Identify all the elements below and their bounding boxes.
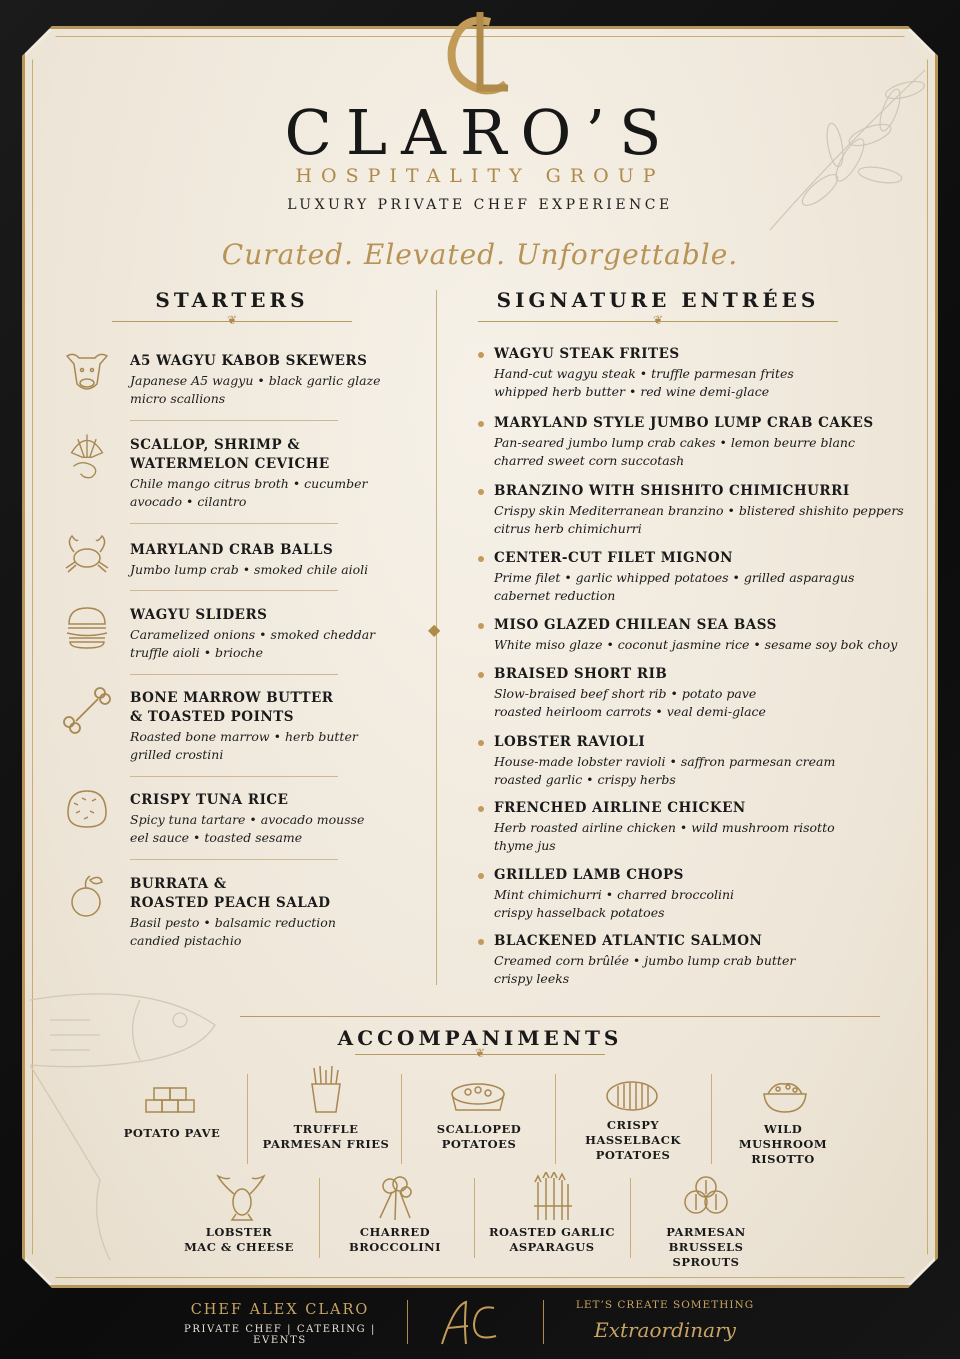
cow-icon xyxy=(62,346,112,396)
accompaniment-label-line: HASSELBACK xyxy=(585,1133,681,1147)
entree-bullet xyxy=(478,489,484,495)
entree-desc: charred sweet corn succotash xyxy=(494,453,685,468)
accompaniment-label xyxy=(486,1225,618,1255)
starter-separator xyxy=(130,859,338,860)
starters-ornament: ❦ xyxy=(226,313,238,327)
peach-icon xyxy=(62,870,112,920)
accompaniment-label xyxy=(416,1122,542,1152)
accompaniment-label-line: MAC & CHEESE xyxy=(184,1240,294,1254)
entree-item xyxy=(494,932,914,988)
accompaniment-label-line: CHARRED xyxy=(359,1225,431,1239)
starter-name: CRISPY TUNA RICE xyxy=(130,792,289,808)
chef-name: CHEF ALEX CLARO xyxy=(190,1302,370,1318)
starter-separator xyxy=(130,674,338,675)
starter-desc: avocado • cilantro xyxy=(130,494,247,509)
accompaniment-label-line: POTATOES xyxy=(441,1137,517,1151)
accompaniment-label xyxy=(332,1225,458,1255)
rice-icon xyxy=(62,783,112,833)
accompaniment-divider xyxy=(474,1178,475,1258)
entree-item xyxy=(494,482,914,538)
shell-shrimp-icon xyxy=(62,430,112,480)
entree-bullet xyxy=(478,352,484,358)
chef-services: PRIVATE CHEF | CATERING | EVENTS xyxy=(184,1324,376,1346)
entree-item xyxy=(494,799,914,855)
entree-name: BLACKENED ATLANTIC SALMON xyxy=(494,933,763,949)
accompaniment-label-line: ASPARAGUS xyxy=(509,1240,595,1254)
ac-signature-logo xyxy=(436,1296,506,1350)
lobster-icon xyxy=(212,1174,270,1222)
accompaniment-label xyxy=(640,1225,772,1270)
entree-item xyxy=(494,345,914,401)
starter-item xyxy=(130,352,390,408)
accompaniment-divider xyxy=(247,1074,248,1164)
starter-name: BONE MARROW BUTTER xyxy=(130,690,334,706)
starter-item xyxy=(130,541,390,579)
broccolini-icon xyxy=(370,1174,420,1222)
accompaniment-divider xyxy=(319,1178,320,1258)
entree-desc: Creamed corn brûlée • jumbo lump crab butter xyxy=(494,953,796,968)
entree-desc: crispy hasselback potatoes xyxy=(494,905,665,920)
starter-name: & TOASTED POINTS xyxy=(130,709,295,725)
entree-desc: Prime filet • garlic whipped potatoes • grilled asparagus xyxy=(494,570,855,585)
brand-name: CLARO’S xyxy=(284,96,676,169)
starter-desc: truffle aioli • brioche xyxy=(130,645,263,660)
accompaniment-label-line: PARMESAN FRIES xyxy=(262,1137,390,1151)
starter-separator xyxy=(130,590,338,591)
entree-item xyxy=(494,866,914,922)
starter-name: WAGYU SLIDERS xyxy=(130,607,268,623)
entree-item xyxy=(494,549,914,605)
entree-bullet xyxy=(478,421,484,427)
entree-item xyxy=(494,414,914,470)
starter-separator xyxy=(130,523,338,524)
starters-title: STARTERS xyxy=(155,288,309,312)
entree-desc: whipped herb butter • red wine demi-glace xyxy=(494,384,770,399)
starter-desc: Caramelized onions • smoked cheddar xyxy=(130,627,376,642)
starter-item xyxy=(130,791,390,847)
entree-desc: White miso glaze • coconut jasmine rice • sesame soy bok choy xyxy=(494,637,898,652)
accompaniment-label-line: WILD MUSHROOM xyxy=(738,1122,828,1151)
accompaniment-label-line: CRISPY xyxy=(606,1118,660,1132)
footer-divider xyxy=(407,1300,408,1344)
starter-separator xyxy=(130,420,338,421)
hasselback-potato-icon xyxy=(604,1076,660,1114)
starter-desc: Spicy tuna tartare • avocado mousse xyxy=(130,812,365,827)
accompaniments-title: ACCOMPANIMENTS xyxy=(337,1026,623,1050)
starter-item xyxy=(130,875,390,950)
accompaniments-ornament: ❦ xyxy=(474,1046,486,1060)
crab-icon xyxy=(62,530,112,580)
entrees-title: SIGNATURE ENTRÉES xyxy=(496,288,820,312)
entree-bullet xyxy=(478,939,484,945)
entree-name: LOBSTER RAVIOLI xyxy=(494,734,646,750)
starter-name: BURRATA & xyxy=(130,876,227,892)
entree-name: MARYLAND STYLE JUMBO LUMP CRAB CAKES xyxy=(494,415,874,431)
asparagus-icon xyxy=(530,1172,574,1222)
entree-name: GRILLED LAMB CHOPS xyxy=(494,867,684,883)
accompaniment-label xyxy=(262,1122,390,1152)
entree-name: CENTER-CUT FILET MIGNON xyxy=(494,550,733,566)
fries-icon xyxy=(304,1064,348,1114)
accompaniment-label-line: LOBSTER xyxy=(205,1225,273,1239)
entree-desc: roasted garlic • crispy herbs xyxy=(494,772,676,787)
brand-group: HOSPITALITY GROUP xyxy=(295,165,665,187)
accompaniment-label-line: RISOTTO xyxy=(751,1152,815,1166)
starter-desc: Roasted bone marrow • herb butter xyxy=(130,729,358,744)
accompaniment-divider xyxy=(711,1074,712,1164)
starter-name: A5 WAGYU KABOB SKEWERS xyxy=(130,353,368,369)
accompaniment-label-line: SCALLOPED xyxy=(436,1122,522,1136)
accompaniment-label xyxy=(572,1118,694,1163)
entree-desc: Crispy skin Mediterranean branzino • blistered shishito peppers xyxy=(494,503,904,518)
tagline: Curated. Elevated. Unforgettable. xyxy=(221,238,739,271)
starter-name: ROASTED PEACH SALAD xyxy=(130,895,331,911)
starter-name: MARYLAND CRAB BALLS xyxy=(130,542,334,558)
entree-desc: House-made lobster ravioli • saffron parmesan cream xyxy=(494,754,836,769)
entree-desc: Mint chimichurri • charred broccolini xyxy=(494,887,735,902)
potato-pave-icon xyxy=(142,1078,200,1118)
entree-bullet xyxy=(478,556,484,562)
entree-bullet xyxy=(478,672,484,678)
entree-desc: Herb roasted airline chicken • wild mushroom risotto xyxy=(494,820,835,835)
footer-divider xyxy=(543,1300,544,1344)
entree-desc: cabernet reduction xyxy=(494,588,616,603)
entree-desc: thyme jus xyxy=(494,838,556,853)
starter-item xyxy=(130,436,390,511)
bone-icon xyxy=(62,685,112,735)
entrees-ornament: ❦ xyxy=(652,313,664,327)
entree-desc: roasted heirloom carrots • veal demi-glace xyxy=(494,704,766,719)
accompaniment-label-line: BRUSSELS SPROUTS xyxy=(668,1240,744,1269)
burger-icon xyxy=(62,602,112,652)
starter-desc: eel sauce • toasted sesame xyxy=(130,830,303,845)
entree-bullet xyxy=(478,623,484,629)
accompaniment-label xyxy=(722,1122,844,1167)
entree-name: WAGYU STEAK FRITES xyxy=(494,346,680,362)
accompaniment-label xyxy=(176,1225,302,1255)
starter-item xyxy=(130,689,390,764)
brussels-sprouts-icon xyxy=(680,1174,732,1220)
footer-lets-create: LET’S CREATE SOMETHING xyxy=(575,1299,755,1311)
entree-desc: Pan-seared jumbo lump crab cakes • lemon beurre blanc xyxy=(494,435,855,450)
accompaniment-divider xyxy=(630,1178,631,1258)
entree-name: BRAISED SHORT RIB xyxy=(494,666,668,682)
cl-monogram-logo xyxy=(430,10,530,98)
starter-name: SCALLOP, SHRIMP & xyxy=(130,437,301,453)
starter-desc: Jumbo lump crab • smoked chile aioli xyxy=(130,562,369,577)
entree-name: FRENCHED AIRLINE CHICKEN xyxy=(494,800,746,816)
entree-desc: Hand-cut wagyu steak • truffle parmesan frites xyxy=(494,366,794,381)
entree-item xyxy=(494,733,914,789)
scalloped-potatoes-icon xyxy=(448,1078,508,1118)
starter-desc: Basil pesto • balsamic reduction xyxy=(130,915,336,930)
entree-bullet xyxy=(478,740,484,746)
entree-desc: Slow-braised beef short rib • potato pave xyxy=(494,686,757,701)
entree-bullet xyxy=(478,873,484,879)
accompaniment-label-line: POTATOES xyxy=(595,1148,671,1162)
column-divider-ornament: ◆ xyxy=(428,620,441,639)
entree-name: BRANZINO WITH SHISHITO CHIMICHURRI xyxy=(494,483,850,499)
accompaniment-label-line: ROASTED GARLIC xyxy=(488,1225,616,1239)
accompaniment-label-line: BROCCOLINI xyxy=(349,1240,441,1254)
starter-desc: Japanese A5 wagyu • black garlic glaze xyxy=(130,373,381,388)
accompaniment-divider xyxy=(555,1074,556,1164)
footer-extraordinary: Extraordinary xyxy=(594,1318,736,1342)
starter-name: WATERMELON CEVICHE xyxy=(130,456,330,472)
accompaniments-top-rule xyxy=(240,1016,880,1017)
starter-desc: micro scallions xyxy=(130,391,226,406)
starter-desc: grilled crostini xyxy=(130,747,224,762)
accompaniment-label-line: PARMESAN xyxy=(666,1225,746,1239)
starter-desc: candied pistachio xyxy=(130,933,242,948)
entree-item xyxy=(494,665,914,721)
starter-desc: Chile mango citrus broth • cucumber xyxy=(130,476,368,491)
risotto-bowl-icon xyxy=(760,1078,810,1116)
entree-item xyxy=(494,616,914,654)
brand-subtitle: LUXURY PRIVATE CHEF EXPERIENCE xyxy=(287,197,673,213)
entree-desc: crispy leeks xyxy=(494,971,570,986)
entree-desc: citrus herb chimichurri xyxy=(494,521,642,536)
starter-separator xyxy=(130,776,338,777)
accompaniment-label-line: TRUFFLE xyxy=(293,1122,359,1136)
accompaniment-label: POTATO PAVE xyxy=(123,1126,221,1140)
entree-name: MISO GLAZED CHILEAN SEA BASS xyxy=(494,617,777,633)
starter-item xyxy=(130,606,390,662)
entree-bullet xyxy=(478,806,484,812)
accompaniment-divider xyxy=(401,1074,402,1164)
